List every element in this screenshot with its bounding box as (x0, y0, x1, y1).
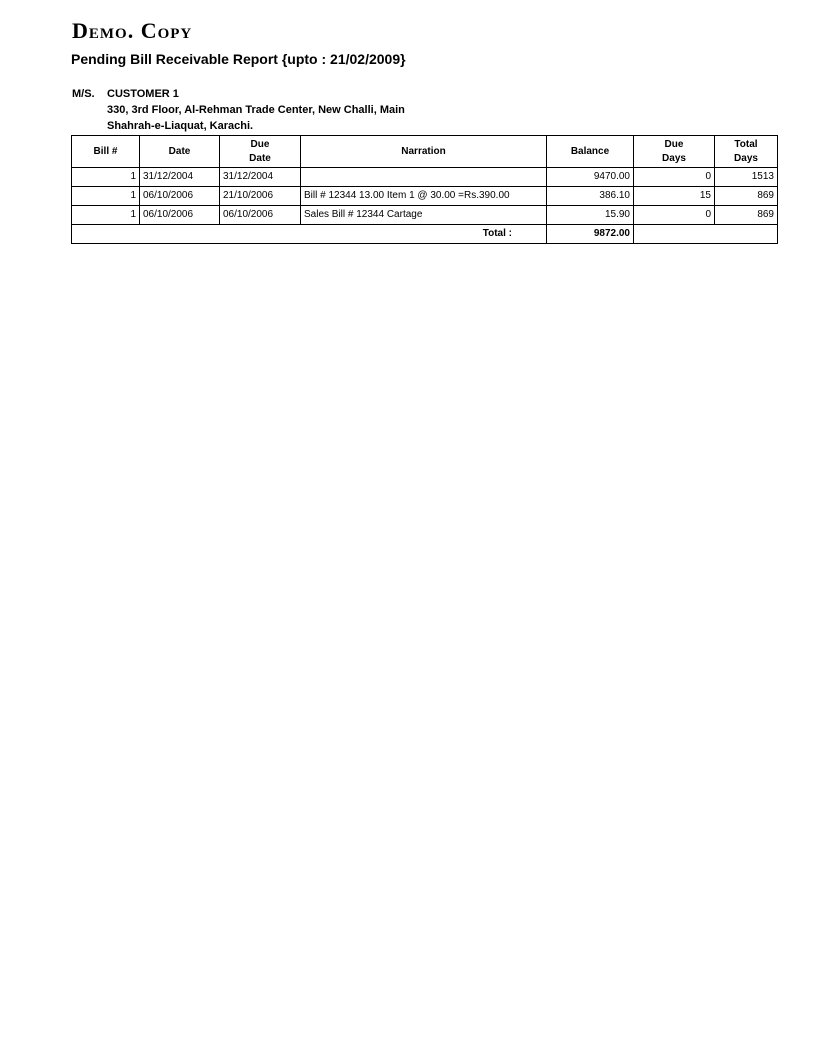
cell-bill: 1 (72, 187, 140, 206)
column-header-narration: Narration (301, 136, 547, 168)
cell-balance: 15.90 (547, 206, 634, 225)
cell-balance: 9470.00 (547, 168, 634, 187)
customer-details (107, 86, 467, 134)
column-header-date: Date (140, 136, 220, 168)
cell-total-days: 869 (715, 206, 778, 225)
pending-bills-table (71, 135, 778, 244)
column-header-balance: Balance (547, 136, 634, 168)
table-header-row (72, 136, 778, 168)
column-header-bill: Bill # (72, 136, 140, 168)
cell-bill: 1 (72, 168, 140, 187)
cell-due-days: 15 (634, 187, 715, 206)
cell-date: 31/12/2004 (140, 168, 220, 187)
cell-due-days: 0 (634, 168, 715, 187)
cell-bill: 1 (72, 206, 140, 225)
cell-total-days: 1513 (715, 168, 778, 187)
column-header-due-date: Due Date (220, 136, 301, 168)
cell-date: 06/10/2006 (140, 187, 220, 206)
cell-due-days: 0 (634, 206, 715, 225)
total-balance: 9872.00 (547, 225, 634, 244)
demo-copy-title: Demo. Copy (72, 18, 193, 43)
table-row (72, 187, 778, 206)
cell-narration: Sales Bill # 12344 Cartage (301, 206, 547, 225)
cell-total-days: 869 (715, 187, 778, 206)
cell-due-date: 21/10/2006 (220, 187, 301, 206)
customer-name: CUSTOMER 1 (107, 88, 179, 100)
total-empty-cell (634, 225, 778, 244)
total-row (72, 225, 778, 244)
customer-label: M/S. (72, 88, 95, 100)
cell-balance: 386.10 (547, 187, 634, 206)
total-label: Total : (72, 225, 547, 244)
report-title: Pending Bill Receivable Report {upto : 21/02/2009} (71, 51, 406, 67)
customer-address-line1: 330, 3rd Floor, Al-Rehman Trade Center, New Challi, Main (107, 104, 405, 116)
table-row (72, 168, 778, 187)
cell-narration: Bill # 12344 13.00 Item 1 @ 30.00 =Rs.390.00 (301, 187, 547, 206)
table-row (72, 206, 778, 225)
cell-due-date: 06/10/2006 (220, 206, 301, 225)
column-header-total-days: Total Days (715, 136, 778, 168)
cell-date: 06/10/2006 (140, 206, 220, 225)
cell-narration (301, 168, 547, 187)
column-header-due-days: Due Days (634, 136, 715, 168)
customer-address-line2: Shahrah-e-Liaquat, Karachi. (107, 120, 254, 132)
cell-due-date: 31/12/2004 (220, 168, 301, 187)
